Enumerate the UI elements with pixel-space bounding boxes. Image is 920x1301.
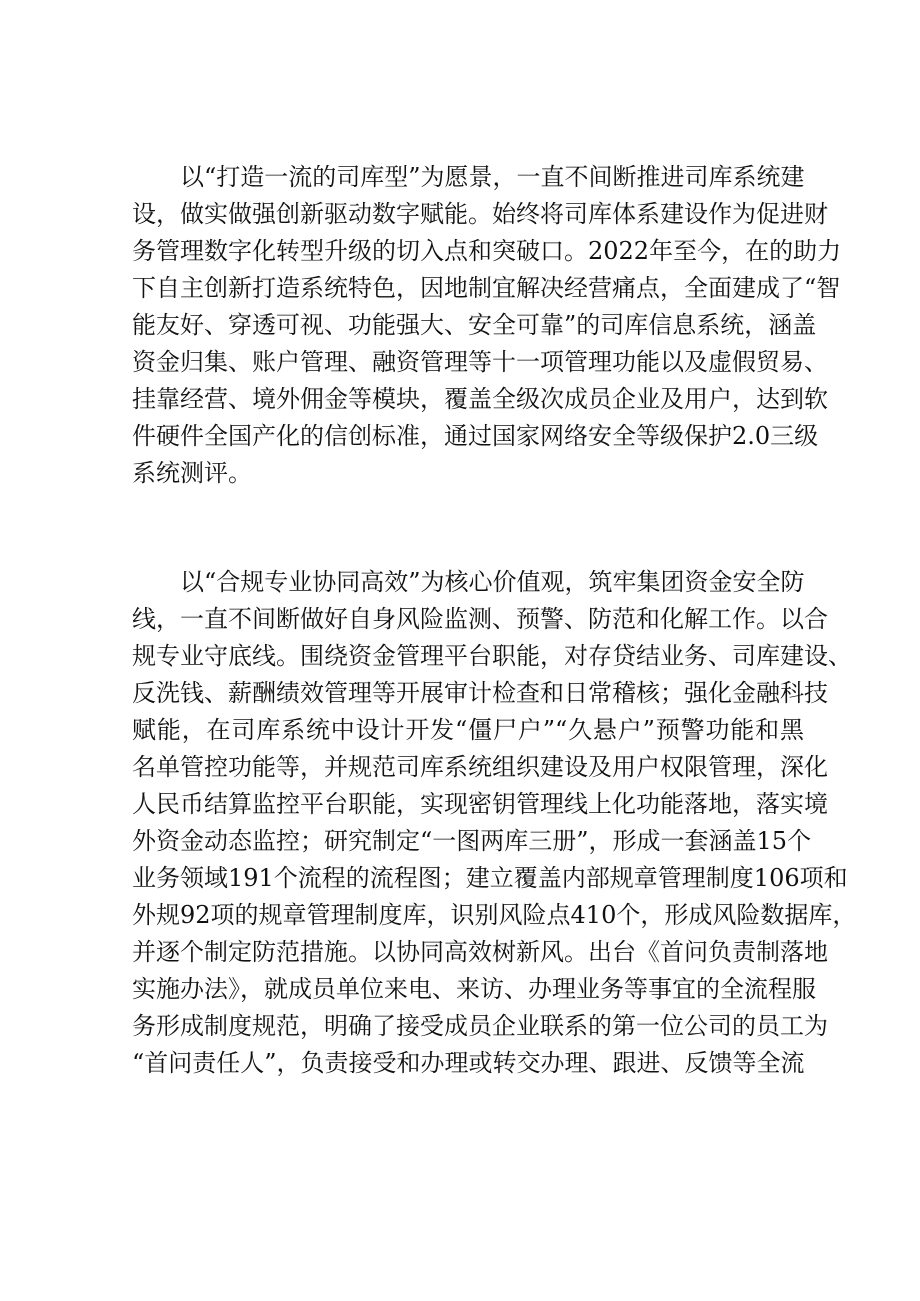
paragraph-line: 设，做实做强创新驱动数字赋能。始终将司库体系建设作为促进财	[132, 200, 828, 228]
paragraph-line: 实施办法》，就成员单位来电、来访、办理业务等事宜的全流程服	[132, 975, 816, 1003]
paragraph-line: 线，一直不间断做好自身风险监测、预警、防范和化解工作。以合	[132, 605, 828, 633]
paragraph-line: 人民币结算监控平台职能，实现密钥管理线上化功能落地，落实境	[132, 790, 828, 818]
paragraph-line: 名单管控功能等，并规范司库系统组织建设及用户权限管理，深化	[132, 753, 828, 781]
paragraph-line: 业务领域191个流程的流程图；建立覆盖内部规章管理制度106项和	[132, 864, 848, 892]
paragraph-line: 务管理数字化转型升级的切入点和突破口。2022年至今，在的助力	[132, 237, 842, 265]
paragraph-line: 务形成制度规范，明确了接受成员企业联系的第一位公司的员工为	[132, 1012, 828, 1040]
paragraph-line: 并逐个制定防范措施。以协同高效树新风。出台《首问负责制落地	[132, 938, 828, 966]
paragraph-line: 能友好、穿透可视、功能强大、安全可靠”的司库信息系统，涵盖	[132, 311, 817, 339]
paragraph-line: 外规92项的规章管理制度库，识别风险点410个，形成风险数据库，	[132, 901, 857, 929]
paragraph-line: 以“合规专业协同高效”为核心价值观，筑牢集团资金安全防	[180, 568, 805, 596]
paragraph-line: 反洗钱、薪酬绩效管理等开展审计检查和日常稽核；强化金融科技	[132, 679, 828, 707]
paragraph-line: 系统测评。	[132, 459, 252, 487]
paragraph-line: 规专业守底线。围绕资金管理平台职能，对存贷结业务、司库建设、	[132, 642, 852, 670]
paragraph-line: “首问责任人”，负责接受和办理或转交办理、跟进、反馈等全流	[132, 1049, 805, 1077]
paragraph-1	[132, 159, 842, 492]
paragraph-line: 件硬件全国产化的信创标准，通过国家网络安全等级保护2.0三级	[132, 422, 819, 450]
paragraph-line: 资金归集、账户管理、融资管理等十一项管理功能以及虚假贸易、	[132, 348, 828, 376]
paragraph-line: 赋能，在司库系统中设计开发“僵尸户”“久悬户”预警功能和黑	[132, 716, 804, 744]
paragraph-line: 下自主创新打造系统特色，因地制宜解决经营痛点，全面建成了“智	[132, 274, 841, 302]
paragraph-line: 以“打造一流的司库型”为愿景，一直不间断推进司库系统建	[180, 163, 805, 191]
paragraph-2	[132, 564, 857, 1082]
paragraph-line: 挂靠经营、境外佣金等模块，覆盖全级次成员企业及用户，达到软	[132, 385, 828, 413]
paragraph-line: 外资金动态监控；研究制定“一图两库三册”，形成一套涵盖15个	[132, 827, 812, 855]
